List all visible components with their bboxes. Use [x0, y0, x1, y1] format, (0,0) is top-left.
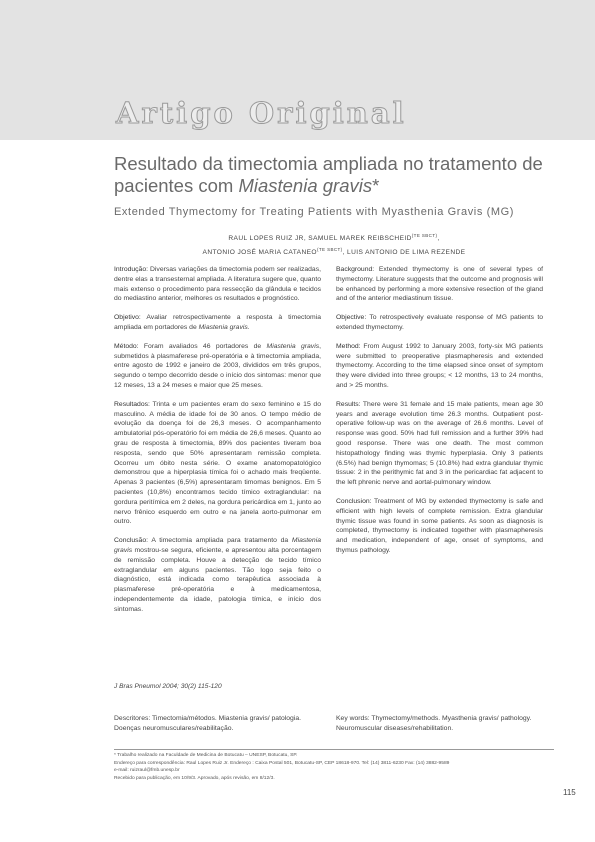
author-credential-1: (TE SBCT) — [411, 233, 438, 238]
resumo-metodo — [114, 342, 321, 391]
descritores-label: Descritores: — [114, 715, 151, 722]
abstract-column — [336, 265, 543, 565]
journal-citation: J Bras Pneumol 2004; 30(2) 115-120 — [114, 683, 222, 690]
text-objetivo: Avaliar retrospectivamente a resposta à timectomia ampliada em portadores de — [114, 314, 321, 331]
heading-objective: Objective: — [336, 314, 367, 322]
text-resultados: Trinta e um pacientes eram do sexo feminino e 15 do masculino. A média de idade foi de 30 anos. O tempo médio de evolução da doença foi de 26,3 meses. O acompanhamento ambulatorial pós-operatório foi em média de 26,6 meses. Quanto ao grau de resposta à timectomia, 89% dos pacientes tiveram boa resposta, sendo que 50% apresentaram remissão completa. Ocorreu um óbito nesta série. O exame anatomopatológico demonstrou que a hiperplasia tímica foi o achado mais freqüente. Apenas 3 pacientes (6,5%) apresentaram timomas benignos. Em 5 pacientes (10,8%) encontramos tecido tímico extraglandular: na gordura peritímica em 2 deles, na gordura pericárdica em 1, junto ao nervo frênico esquerdo em outro e na janela aorto-pulmonar em outro. — [114, 400, 321, 526]
author-credential-2: (TE SBCT) — [316, 247, 343, 253]
footnotes — [114, 752, 554, 783]
heading-metodo: Método: — [114, 342, 139, 350]
author-list — [114, 230, 554, 258]
text-metodo: Foram avaliados 46 portadores de — [138, 342, 267, 350]
text-introducao: Diversas variações da timectomia podem ser realizadas, dentre elas a transesternal ampliada. A literatura sugere que, quanto mais extenso o procedimento para ressecção da glândula e tecidos do mediastino anterior, melhores os resultados e prognóstico. — [114, 266, 321, 303]
text-background: Extended thymectomy is one of several types of thymectomy. Literature suggests that the outcome and prognosis will be enhanced by performing a more extensive resection of the gland and of the anterior mediastinum tissue. — [336, 266, 543, 303]
title-pt-italic: Miastenia gravis — [238, 175, 373, 196]
title-pt-text: Resultado da timectomia ampliada no tratamento de pacientes com — [114, 153, 543, 196]
descritores — [114, 714, 321, 734]
heading-objetivo: Objetivo: — [114, 314, 141, 322]
author-line-2 — [114, 244, 554, 258]
keywords — [336, 714, 543, 734]
keywords-label: Key words: — [336, 715, 370, 722]
text-metodo-end: , submetidos à plasmaferese pré-operatória e à timectomia ampliada, entre agosto de 1992 e janeiro de 2003, divididos em três grupos, segundo o tempo decorrido desde o início dos sintomas: menor que 12 meses, 13 a 24 meses e maior que 25 meses. — [114, 342, 321, 389]
article-title-pt — [114, 153, 554, 197]
descritores-text: Timectomia/métodos. Miastenia gravis/ patologia. Doenças neuromusculares/reabilitação. — [114, 715, 301, 732]
section-label: Artigo Original — [116, 96, 407, 130]
italic-conclusao: Miastenia gravis — [114, 537, 321, 554]
resumo-column — [114, 265, 321, 624]
italic-objetivo: Miastenia gravis — [198, 323, 248, 331]
heading-conclusao: Conclusão: — [114, 537, 149, 545]
heading-method: Method: — [336, 342, 361, 350]
heading-introducao: Introdução: — [114, 266, 149, 273]
author-names-2: ANTONIO JOSÉ MARIA CATANEO — [202, 249, 317, 257]
resumo-resultados — [114, 400, 321, 527]
italic-metodo: Miastenia gravis — [266, 342, 320, 350]
heading-results: Results: — [336, 400, 361, 408]
footnote-line: * Trabalho realizado na Faculdade de Medicina de Botucatu – UNESP, Botucatu, SP. — [114, 753, 298, 758]
author-names-3: , LUIS ANTONIO DE LIMA REZENDE — [342, 249, 466, 257]
text-conclusao: A timectomia ampliada para tratamento da — [148, 537, 292, 545]
footnote-divider — [114, 749, 554, 750]
text-objetivo-end: . — [247, 323, 250, 331]
heading-conclusion: Conclusion: — [336, 497, 372, 505]
resumo-objetivo — [114, 313, 321, 333]
author-names-1: RAUL LOPES RUIZ JR, SAMUEL MAREK REIBSCHEID — [228, 235, 412, 243]
abstract-objective — [336, 313, 543, 333]
text-conclusion: Treatment of MG by extended thymectomy is safe and efficient with high levels of complete remission. Extra glandular thymic tissue was found in some patients. As soon as diagnosis is completed, thymectomy is indicated together with plasmapheresis and medication, independent of age, onset of symptoms, and thymus pathology. — [336, 497, 543, 554]
resumo-introducao — [114, 265, 321, 304]
footnote-line: e-mail: ruizraul@fmb.unesp.br — [114, 768, 180, 774]
text-results: There were 31 female and 15 male patients, mean age 30 years and average evolution time 26.3 months. Outpatient post-operative follow-up was on the average of 26.6 months. Level of response was good. 50% had full remission and a further 39% had good response. There was one death. The most common histopathology finding was thymic hyperplasia. Only 3 patients (6.5%) had benign thymomas; 5 (10.8%) had extra glandular thymic tissue: 2 in the perithymic fat and 3 in the pericardiac fat adjacent to the left phrenic nerve and aortal-pulmonary window. — [336, 400, 543, 487]
keywords-text: Thymectomy/methods. Myasthenia gravis/ pathology. Neuromuscular diseases/rehabilitation. — [336, 715, 532, 732]
heading-background: Background: — [336, 266, 375, 273]
abstract-results — [336, 400, 543, 488]
resumo-conclusao — [114, 536, 321, 614]
abstract-method — [336, 342, 543, 391]
heading-resultados: Resultados: — [114, 400, 150, 408]
author-line-1: RAUL LOPES RUIZ JR, SAMUEL MAREK $REIBSCHEID^{(TE SBCT)}$, — [228, 233, 440, 243]
page-number: 115 — [563, 788, 576, 797]
abstract-background — [336, 265, 543, 304]
text-conclusao-end: mostrou-se segura, eficiente, e apresentou alta porcentagem de remissão completa. Houve a detecção de tecido tímico extraglandular em alguns pacientes. Tão logo seja feito o diagnóstico, está indicada como terapêutica associada à plasmaferese pré-operatória e à medicamentosa, independentemente da idade, patologia tímica, e início dos sintomas. — [114, 546, 321, 613]
text-method: From August 1992 to January 2003, forty-six MG patients were submitted to preoperative plasmapheresis and extended thymectomy. According to the time elapsed since onset of symptom they were divided into three groups; < 12 months, 13 to 24 months, and > 25 months. — [336, 342, 543, 389]
title-pt-footnote-mark: * — [372, 175, 380, 196]
abstract-conclusion — [336, 497, 543, 556]
text-objective: To retrospectively evaluate response of MG patients to extended thymectomy. — [336, 314, 543, 331]
footnote-line: Recebido para publicação, em 10/9/3. Aprovado, após revisão, em 8/12/3. — [114, 776, 275, 782]
article-title-en: Extended Thymectomy for Treating Patients with Myasthenia Gravis (MG) — [114, 206, 515, 218]
footnote-line: Endereço para correspondência: Raul Lopes Ruiz Jr. Endereço : Caixa Postal 501, Botucatu-SP, CEP 18618-970. Tel: (14) 3811-6230 Fax: (14) 3882-9589 — [114, 760, 450, 766]
